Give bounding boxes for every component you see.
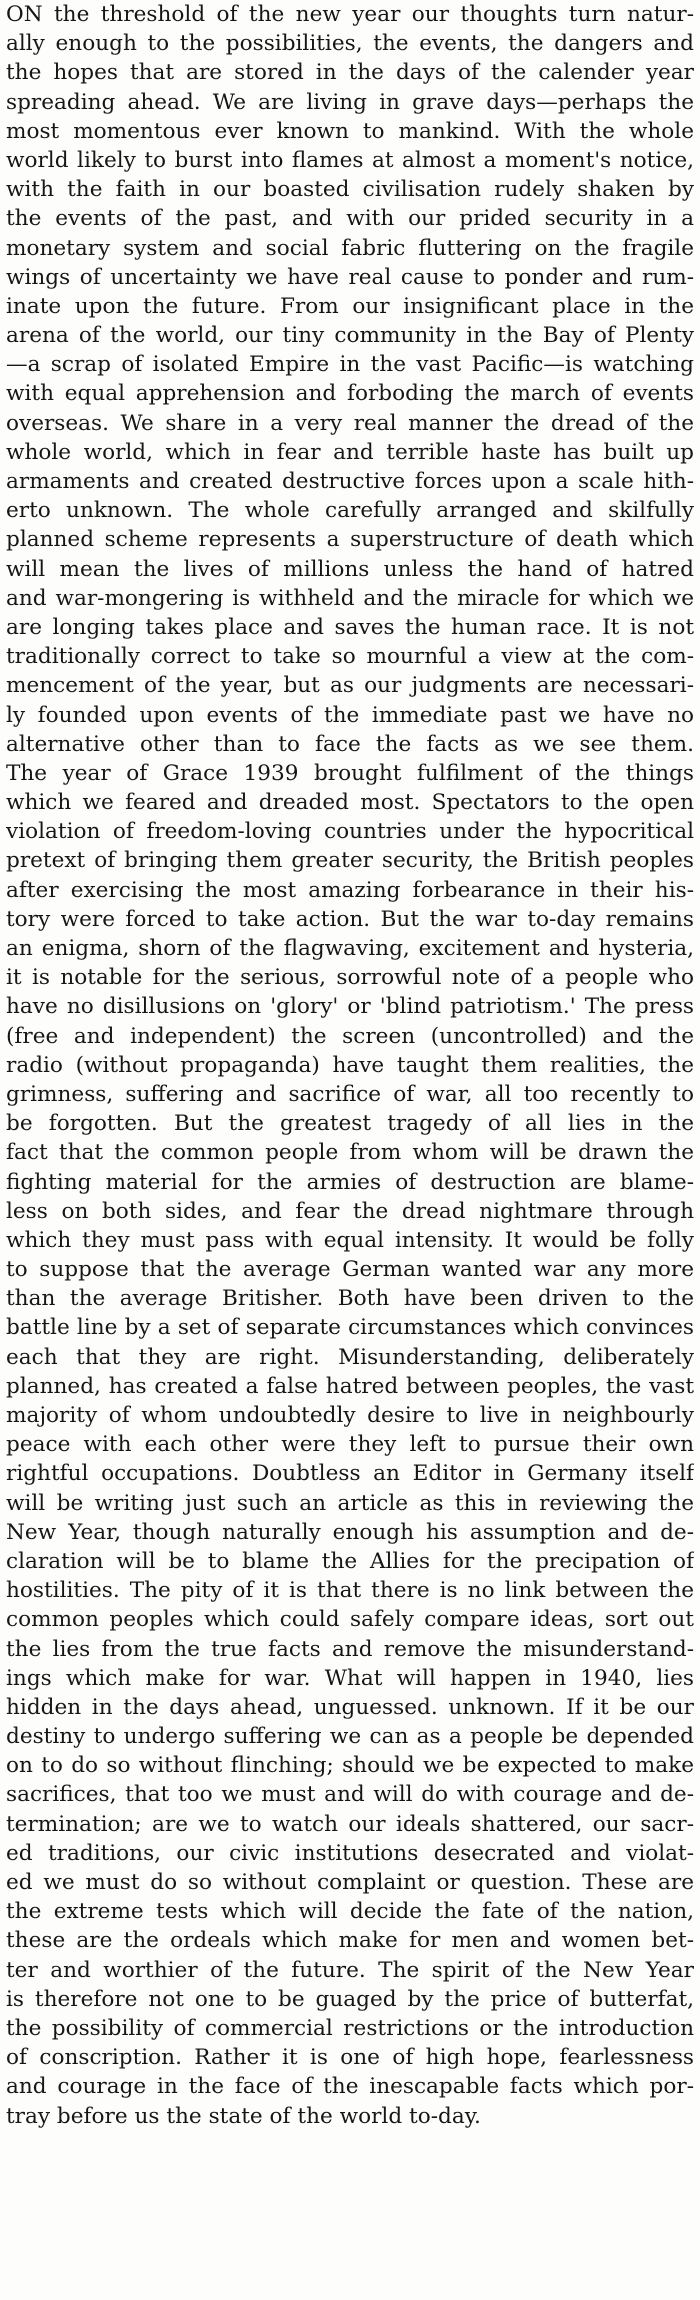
article-line: traditionally correct to take so mournful a view at the com- — [6, 644, 694, 670]
article-line: is therefore not one to be guaged by the price of butterfat, — [6, 1986, 694, 2012]
article-line: claration will be to blame the Allies for the precipation of — [6, 1548, 694, 1574]
article-line: fact that the common people from whom will be drawn the — [6, 1140, 694, 1166]
article-line: New Year, though naturally enough his assumption and de- — [6, 1519, 694, 1545]
article-line: tory were forced to take action. But the war to-day remains — [6, 906, 694, 932]
article-line: planned, has created a false hatred between peoples, the vast — [6, 1373, 694, 1399]
article-line: the lies from the true facts and remove the misunderstand- — [6, 1636, 694, 1662]
article-line: whole world, which in fear and terrible haste has built up — [6, 439, 694, 465]
article-line: which we feared and dreaded most. Spectators to the open — [6, 790, 694, 816]
article-line: alternative other than to face the facts as we see them. — [6, 731, 694, 757]
article-line: violation of freedom-loving countries under the hypocritical — [6, 819, 694, 845]
article-line: most momentous ever known to mankind. With the whole — [6, 118, 694, 144]
article-line: radio (without propaganda) have taught them realities, the — [6, 1052, 694, 1078]
article-line: destiny to undergo suffering we can as a people be depended — [6, 1724, 694, 1750]
article-line: less on both sides, and fear the dread nightmare through — [6, 1198, 694, 1224]
article-line: sacrifices, that too we must and will do with courage and de- — [6, 1782, 694, 1808]
article-line: have no disillusions on 'glory' or 'blind patriotism.' The press — [6, 994, 694, 1020]
article-line: will mean the lives of millions unless the hand of hatred — [6, 556, 694, 582]
article-line: battle line by a set of separate circumstances which convinces — [6, 1315, 694, 1341]
article-line: arena of the world, our tiny community in the Bay of Plenty — [6, 323, 694, 349]
article-line: The year of Grace 1939 brought fulfilment of the things — [6, 760, 694, 786]
article-line: than the average Britisher. Both have been driven to the — [6, 1286, 694, 1312]
article-line: planned scheme represents a superstructure of death which — [6, 527, 694, 553]
article-line: rightful occupations. Doubtless an Editor in Germany itself — [6, 1461, 694, 1487]
article-line: on to do so without flinching; should we be expected to make — [6, 1753, 694, 1779]
article-line: common peoples which could safely compare ideas, sort out — [6, 1607, 694, 1633]
article-line: ly founded upon events of the immediate past we have no — [6, 702, 694, 728]
article-line: ter and worthier of the future. The spirit of the New Year — [6, 1957, 694, 1983]
article-line: and courage in the face of the inescapable facts which por- — [6, 2074, 694, 2100]
article-line: hostilities. The pity of it is that there is no link between the — [6, 1578, 694, 1604]
article-line: ed we must do so without complaint or question. These are — [6, 1870, 694, 1895]
article-line: grimness, suffering and sacrifice of war, all too recently to — [6, 1081, 694, 1107]
article-line: will be writing just such an article as this in reviewing the — [6, 1490, 694, 1516]
article-line: world likely to burst into flames at almost a moment's notice, — [6, 147, 694, 173]
article-line: the events of the past, and with our prided security in a — [6, 206, 694, 232]
article-line: majority of whom undoubtedly desire to live in neighbourly — [6, 1403, 694, 1428]
article-line: and war-mongering is withheld and the miracle for which we — [6, 585, 694, 611]
article-line: it is notable for the serious, sorrowful note of a people who — [6, 965, 694, 991]
article-line: to suppose that the average German wanted war any more — [6, 1257, 694, 1283]
article-line: termination; are we to watch our ideals shattered, our sacr- — [6, 1811, 694, 1837]
article-line: fighting material for the armies of destruction are blame- — [6, 1169, 694, 1195]
article-line: after exercising the most amazing forbearance in their his- — [6, 877, 694, 903]
article-line: mencement of the year, but as our judgments are necessari- — [6, 673, 694, 699]
editorial-article — [6, 0, 694, 2131]
article-line: be forgotten. But the greatest tragedy of all lies in the — [6, 1111, 694, 1137]
article-line: each that they are right. Misunderstanding, deliberately — [6, 1344, 694, 1370]
article-line: with the faith in our boasted civilisation rudely shaken by — [6, 177, 694, 203]
article-line: pretext of bringing them greater security, the British peoples — [6, 848, 694, 874]
article-line: hidden in the days ahead, unguessed. unknown. If it be our — [6, 1694, 694, 1720]
article-line: peace with each other were they left to pursue their own — [6, 1432, 694, 1458]
article-line: tray before us the state of the world to-day. — [6, 2103, 481, 2129]
article-line: are longing takes place and saves the human race. It is not — [6, 614, 694, 640]
article-line: —a scrap of isolated Empire in the vast Pacific—is watching — [6, 352, 694, 378]
article-line: erto unknown. The whole carefully arranged and skilfully — [6, 498, 694, 524]
article-line: with equal apprehension and forboding the march of events — [6, 381, 694, 407]
article-line: ed traditions, our civic institutions desecrated and violat- — [6, 1840, 694, 1866]
article-line: the hopes that are stored in the days of the calender year — [6, 60, 694, 86]
article-line: ally enough to the possibilities, the events, the dangers and — [6, 31, 694, 57]
article-line: overseas. We share in a very real manner the dread of the — [6, 410, 694, 436]
article-line: monetary system and social fabric fluttering on the fragile — [6, 235, 694, 261]
article-line: the extreme tests which will decide the fate of the nation, — [6, 1899, 694, 1925]
article-line: inate upon the future. From our insignificant place in the — [6, 293, 694, 319]
article-line: wings of uncertainty we have real cause to ponder and rum- — [6, 264, 694, 290]
article-line: armaments and created destructive forces upon a scale hith- — [6, 469, 694, 494]
article-line: spreading ahead. We are living in grave days—perhaps the — [6, 89, 694, 115]
article-line: which they must pass with equal intensity. It would be folly — [6, 1227, 694, 1253]
article-line: an enigma, shorn of the flagwaving, excitement and hysteria, — [6, 936, 694, 961]
article-line: these are the ordeals which make for men and women bet- — [6, 1928, 694, 1954]
article-line: the possibility of commercial restrictions or the introduction — [6, 2015, 694, 2041]
article-line: ON the threshold of the new year our thoughts turn natur- — [6, 2, 694, 27]
article-line: of conscription. Rather it is one of high hope, fearlessness — [6, 2045, 694, 2071]
article-line: ings which make for war. What will happen in 1940, lies — [6, 1665, 694, 1691]
article-line: (free and independent) the screen (uncontrolled) and the — [6, 1023, 694, 1049]
